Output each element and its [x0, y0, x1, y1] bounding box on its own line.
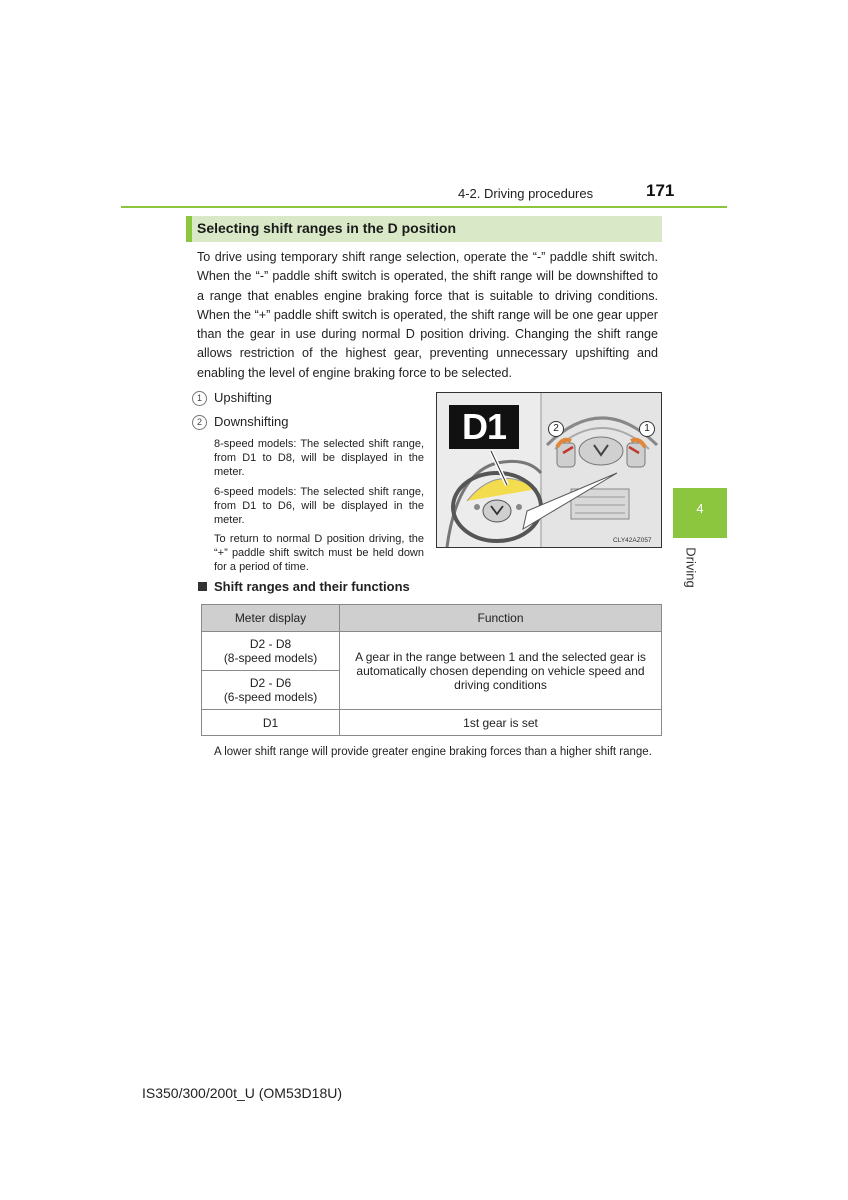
header-section-title: 4-2. Driving procedures — [458, 186, 594, 201]
square-bullet-icon — [198, 582, 207, 591]
header-divider — [121, 206, 727, 208]
shift-range-table — [201, 604, 662, 736]
meter-display-d1: D1 — [449, 405, 519, 449]
table-cell-function: 1st gear is set — [340, 710, 662, 736]
callout-number-1: 1 — [192, 391, 207, 406]
table-header-function: Function — [340, 605, 662, 632]
table-cell-display — [202, 671, 340, 710]
note-return-d: To return to normal D position driving, the “+” paddle shift switch must be held down for a period of time. — [214, 533, 424, 573]
callout-number-2: 2 — [192, 415, 207, 430]
note-8-speed: 8-speed models: The selected shift range, from D1 to D8, will be displayed in the meter. — [214, 438, 424, 478]
table-cell-display: D1 — [202, 710, 340, 736]
footer-model-code: IS350/300/200t_U (OM53D18U) — [142, 1085, 342, 1101]
section-title: Selecting shift ranges in the D position — [197, 220, 457, 236]
table-row — [202, 710, 662, 736]
subheading-shift-ranges: Shift ranges and their functions — [214, 579, 410, 594]
chapter-title-vertical: Driving — [683, 547, 699, 588]
table-header-meter-display: Meter display — [202, 605, 340, 632]
display-line: (6-speed models) — [223, 690, 318, 704]
table-row — [202, 632, 662, 671]
footnote-paragraph: A lower shift range will provide greater engine braking forces than a higher shift range. — [214, 746, 652, 758]
intro-paragraph: To drive using temporary shift range selection, operate the “-” paddle shift switch. When the “-” paddle shift switch is operated, the shift range will be downshifted to a range that enables engine braking force that is suitable to driving conditions. When the “+” paddle shift switch is operated, the shift range will be one gear upper than the gear in use during normal D position driving. Changing the shift range allows restriction of the highest gear, preventing unnecessary upshifting and enabling the level of engine braking force to be selected. — [197, 250, 658, 380]
table-cell-display — [202, 632, 340, 671]
display-line: (8-speed models) — [223, 651, 318, 665]
table-cell-function: A gear in the range between 1 and the selected gear is automatically chosen depending on vehicle speed and driving conditions — [340, 632, 662, 710]
figure-code: CLY42AZ057 — [613, 537, 652, 544]
figure-callout-2: 2 — [548, 421, 564, 437]
display-line: D2 - D6 — [249, 676, 292, 690]
display-line: D2 - D8 — [249, 637, 292, 651]
figure-callout-1: 1 — [639, 421, 655, 437]
paddle-shift-illustration — [436, 392, 662, 548]
item-downshifting: Downshifting — [214, 414, 289, 429]
page-number: 171 — [646, 181, 675, 200]
note-6-speed: 6-speed models: The selected shift range, from D1 to D6, will be displayed in the meter. — [214, 486, 424, 526]
item-upshifting: Upshifting — [214, 390, 272, 405]
chapter-number: 4 — [696, 501, 704, 516]
